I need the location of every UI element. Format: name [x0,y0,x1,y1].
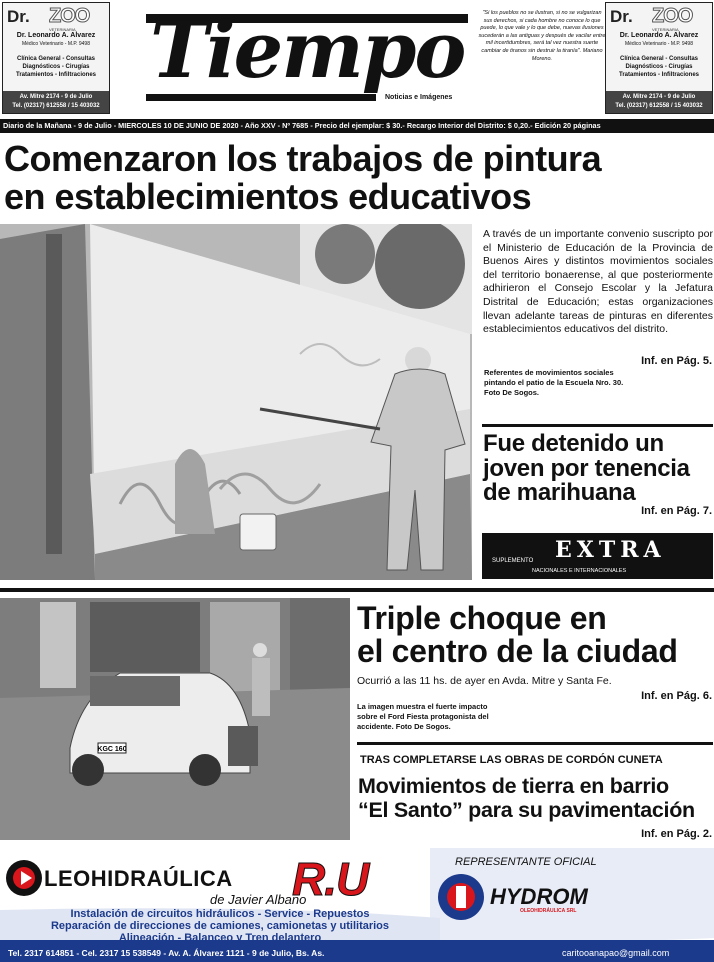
vet-ad-services [606,55,712,79]
car-crash-photo [0,598,350,840]
vet-ad-contact [3,91,109,113]
story3-headline[interactable] [357,602,713,668]
vet-ad-services [3,55,109,79]
vet-ad-address: Av. Mitre 2174 - 9 de Julio [622,94,696,100]
story2-rule [482,424,713,427]
vet-ad-brand: ZOO [49,5,90,27]
lead-headline-line: en establecimientos educativos [4,176,532,217]
masthead-quote: "Si los pueblos no se ilustran, si no se vulgarizan sus derechos, si cada hombre no conoce lo que puede, lo que vale y lo que debe, nuevas ilusiones sucederán a las antiguas y después de vacilar entre mil incertidumbres, será tal vez nuestra suerte cambiar de tiranos sin destruir la tiranía". Mariano Moreno. [478,10,606,62]
ad-service-line: Reparación de direcciones de camiones, camionetas y utilitarios [50,920,390,932]
play-logo-icon [6,860,42,896]
vet-ad-matricula: Médico Veterinario - M.P. 9498 [21,41,90,47]
vet-ad-brand-sub: VETERINARIA [652,27,679,32]
ad-brand: LEOHIDRAÚLICA [44,866,233,891]
story4-headline-line: “El Santo” para su pavimentación [358,798,695,822]
vet-ad-dr: Dr. [610,7,633,26]
vet-ad-name: Dr. Leonardo A. Alvarez [619,32,699,39]
extra-suplemento: SUPLEMENTO [492,558,534,564]
vet-ad-address: Av. Mitre 2174 - 9 de Julio [19,94,93,100]
story4-headline-line: Movimientos de tierra en barrio [358,774,669,798]
story2-headline-line: Fue detenido un [483,430,664,457]
vet-ad-contact [606,91,712,113]
vet-ad-service: Diagnósticos - Cirugías [625,64,693,70]
story3-caption: La imagen muestra el fuerte impacto sobre el Ford Fiesta protagonista del accidente. Foto De Sogos. [357,702,489,731]
masthead-tagline: Noticias e Imágenes [385,94,453,101]
story2-headline-line: de marihuana [483,479,636,506]
ad-rep: REPRESENTANTE OFICIAL [455,856,597,868]
story3-headline-line: Triple choque en [357,600,607,636]
oleohidraulica-ad[interactable] [0,848,714,962]
ad-services [0,908,440,944]
lead-headline[interactable] [4,140,710,216]
vet-ad-phone: Tel. (02317) 612558 / 15 403032 [615,103,703,109]
section-divider [0,588,714,592]
vet-ad-matricula: Médico Veterinario - M.P. 9498 [624,41,693,47]
story4-inf[interactable]: Inf. en Pág. 2. [641,828,712,840]
story4-rule [357,742,713,745]
newspaper-logo[interactable]: Tiempo [150,5,465,96]
story2-inf[interactable]: Inf. en Pág. 7. [641,505,712,517]
story2-headline-line: joven por tenencia [483,454,690,482]
lead-inf[interactable]: Inf. en Pág. 5. [641,355,712,367]
vet-ad-service: Clínica General - Consultas [619,56,699,62]
vet-ad-service: Tratamientos - Infiltraciones [15,72,97,78]
vet-ad-brand: ZOO [652,5,693,27]
ad-hydrom: HYDROM [490,884,588,909]
vet-ad-dr: Dr. [7,7,30,26]
painting-wall-photo [0,224,472,580]
vet-ad-phone: Tel. (02317) 612558 / 15 403032 [12,103,100,109]
vet-ad-service: Clínica General - Consultas [16,56,96,62]
extra-supplement-box[interactable] [482,533,713,579]
ad-service-line: Instalación de circuitos hidráulicos - Service - Repuestos [70,908,370,920]
car-license-plate: KGC 160 [97,746,127,753]
ad-email[interactable]: caritooanapao@gmail.com [562,948,670,958]
ad-brand-ru: R.U [292,853,369,905]
vet-ad-service: Tratamientos - Infiltraciones [618,72,700,78]
story3-subhead: Ocurrió a las 11 hs. de ayer en Avda. Mitre y Santa Fe. [357,675,612,687]
lead-caption: Referentes de movimientos sociales pintando el patio de la Escuela Nro. 30. Foto De Sogos. [484,368,624,397]
lead-headline-line: Comenzaron los trabajos de pintura [4,138,602,179]
vet-ad-name: Dr. Leonardo A. Alvarez [16,32,96,39]
crash-photo[interactable] [0,598,350,840]
ad-owner: de Javier Albano [210,892,307,907]
hydrom-logo-icon [438,874,484,920]
vet-ad-right [605,2,713,114]
extra-nacionales: NACIONALES E INTERNACIONALES [532,568,627,574]
vet-ad-left [2,2,110,114]
story3-headline-line: el centro de la ciudad [357,633,678,669]
lead-body: A través de un importante convenio suscripto por el Ministerio de Educación de la Provincia de Buenos Aires y distintos movimientos sociales del territorio bonaerense, al que posteriormente adhirieron el Consejo Escolar y la Jefatura Distrital de Educación; estas organizaciones llevan adelante tareas de pinturas en diferentes establecimientos educativos del distrito. [483,228,713,336]
ad-hydrom-sub: OLEOHIDRÁULICA SRL [520,908,577,914]
dateline-bar: Diario de la Mañana - 9 de Julio - MIERCOLES 10 DE JUNIO DE 2020 - Año XXV - Nº 7685 - Precio del ejemplar: $ 30.- Recargo Interior del Distrito: $ 0,20.- Edición 20 páginas [0,119,714,133]
ad-service-line: Alineación - Balanceo y Tren delantero [118,932,322,944]
lead-photo[interactable] [0,224,472,580]
story3-inf[interactable]: Inf. en Pág. 6. [641,690,712,702]
story4-headline[interactable] [358,774,714,822]
extra-title: EXTRA [555,537,666,563]
vet-ad-service: Diagnósticos - Cirugías [22,64,90,70]
story2-headline[interactable] [483,432,713,506]
vet-ad-brand-sub: VETERINARIA [49,27,76,32]
story4-kicker: TRAS COMPLETARSE LAS OBRAS DE CORDÓN CUNETA [360,754,663,766]
ad-contact: Tel. 2317 614851 - Cel. 2317 15 538549 - Av. A. Álvarez 1121 - 9 de Julio, Bs. As. [8,948,325,958]
